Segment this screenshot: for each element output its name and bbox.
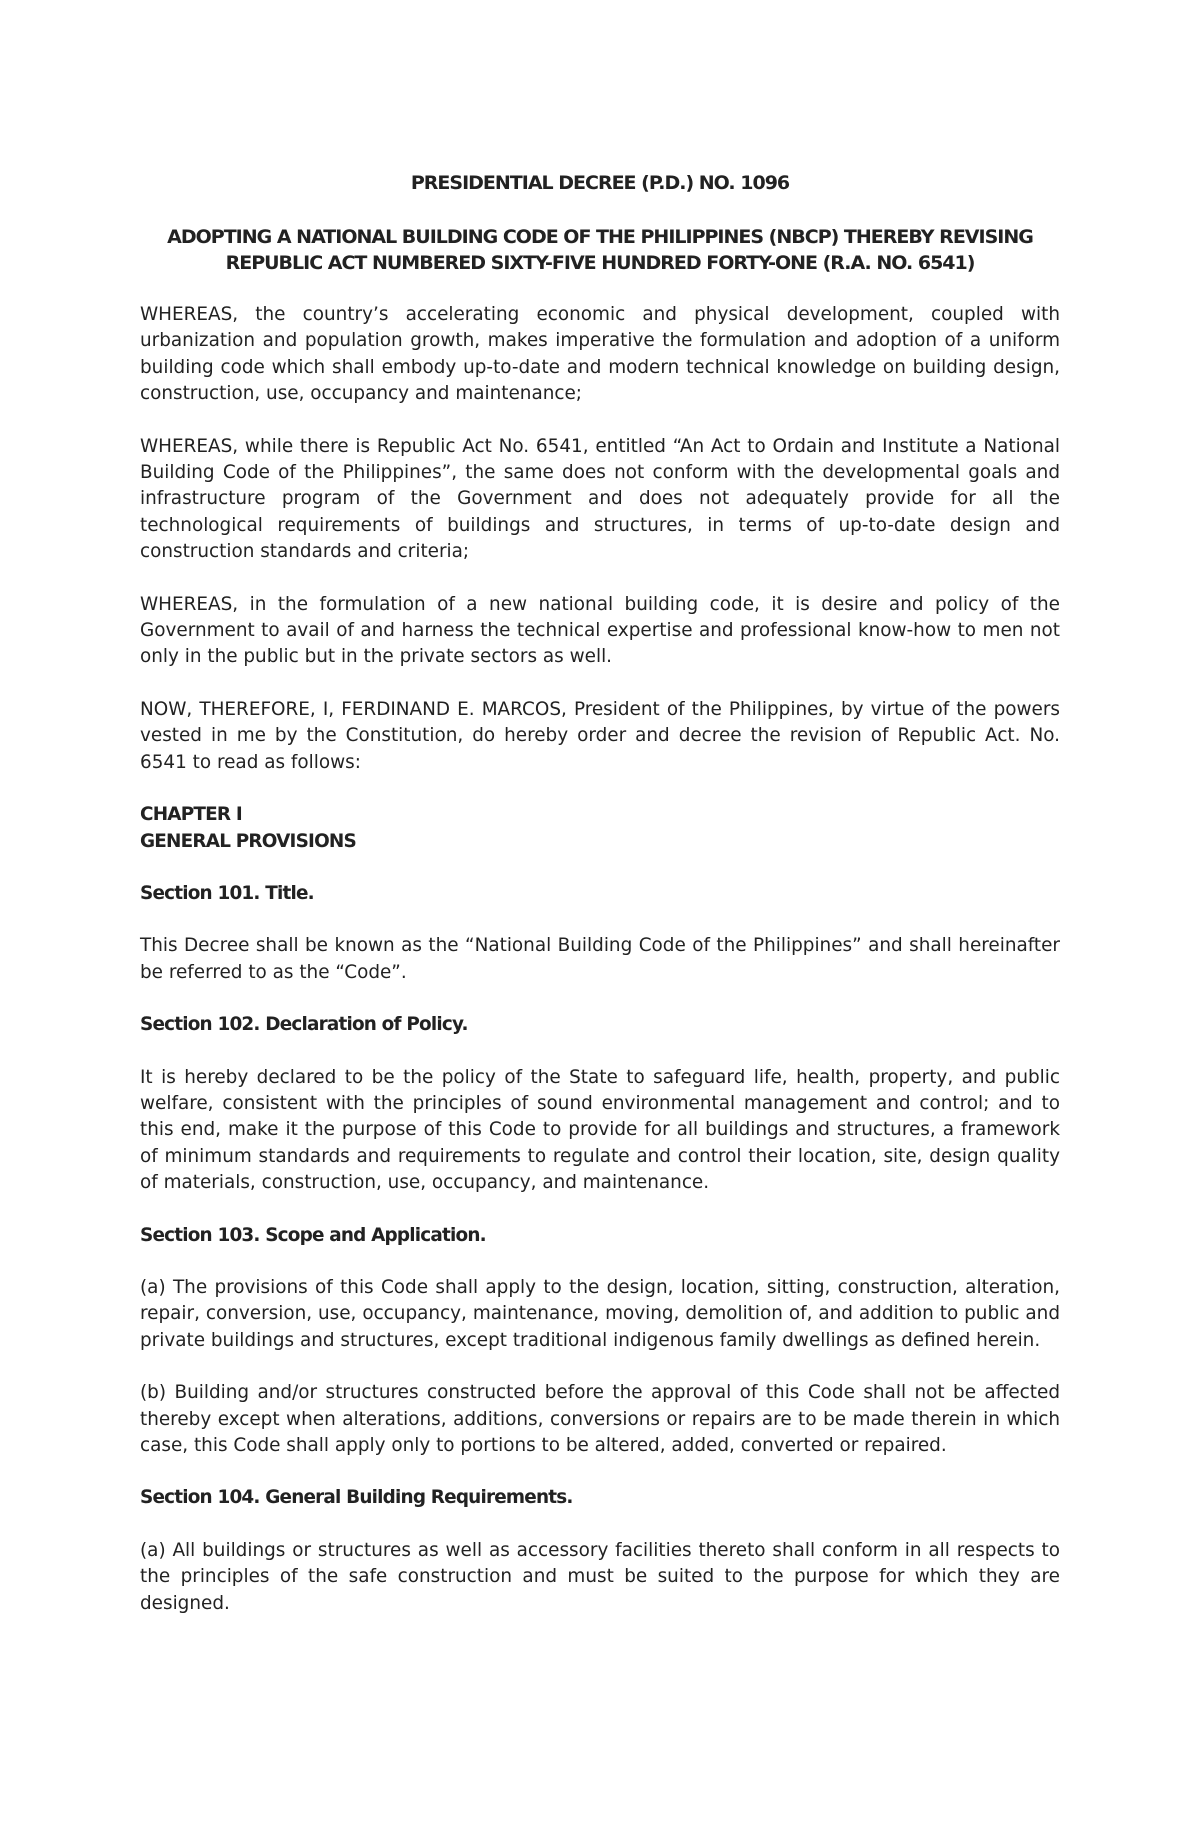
chapter-name: GENERAL PROVISIONS <box>140 830 356 852</box>
whereas-clause-3: WHEREAS, in the formulation of a new national building code, it is desire and policy of the Government to avail of and harness the technical expertise and professional know-how to men not only in the public but in the private sectors as well. <box>140 593 1060 668</box>
subtitle-line-1: ADOPTING A NATIONAL BUILDING CODE OF THE PHILIPPINES (NBCP) THEREBY REVISING <box>167 226 1033 248</box>
section-104-paragraph-a: (a) All buildings or structures as well as accessory facilities thereto shall conform in all respects to the principles of the safe construction and must be suited to the purpose for which they are designed. <box>140 1539 1060 1614</box>
subtitle-line-2: REPUBLIC ACT NUMBERED SIXTY-FIVE HUNDRED FORTY-ONE (R.A. NO. 6541) <box>225 252 975 274</box>
section-102-heading: Section 102. Declaration of Policy. <box>140 1014 468 1036</box>
section-103-paragraph-a: (a) The provisions of this Code shall apply to the design, location, sitting, construction, alteration, repair, conversion, use, occupancy, maintenance, moving, demolition of, and addition to public and private buildings and structures, except traditional indigenous family dwellings as defined herein. <box>140 1276 1060 1351</box>
whereas-clause-1: WHEREAS, the country’s accelerating economic and physical development, coupled with urbanization and population growth, makes imperative the formulation and adoption of a uniform building code which shall embody up-to-date and modern technical knowledge on building design, construction, use, occupancy and maintenance; <box>140 304 1060 405</box>
section-103-heading: Section 103. Scope and Application. <box>140 1224 486 1246</box>
section-104-heading: Section 104. General Building Requirements. <box>140 1487 573 1509</box>
whereas-clause-2: WHEREAS, while there is Republic Act No. 6541, entitled “An Act to Ordain and Institute a National Building Code of the Philippines”, the same does not conform with the developmental goals and infrastructure program of the Government and does not adequately provide for all the technological requirements of buildings and structures, in terms of up-to-date design and construction standards and criteria; <box>140 435 1060 563</box>
section-101-text: This Decree shall be known as the “National Building Code of the Philippines” and shall hereinafter be referred to as the “Code”. <box>140 935 1060 983</box>
document-title: PRESIDENTIAL DECREE (P.D.) NO. 1096 <box>410 172 790 194</box>
chapter-number: CHAPTER I <box>140 804 242 826</box>
document-subtitle <box>140 224 1060 276</box>
section-101-heading: Section 101. Title. <box>140 882 314 904</box>
section-103-paragraph-b: (b) Building and/or structures constructed before the approval of this Code shall not be affected thereby except when alterations, additions, conversions or repairs are to be made therein in which case, this Code shall apply only to portions to be altered, added, converted or repaired. <box>140 1382 1060 1456</box>
chapter-heading <box>140 802 1060 855</box>
section-102-text: It is hereby declared to be the policy of the State to safeguard life, health, property, and public welfare, consistent with the principles of sound environmental management and control; and to this end, make it the purpose of this Code to provide for all buildings and structures, a framework of minimum standards and requirements to regulate and control their location, site, design quality of materials, construction, use, occupancy, and maintenance. <box>140 1066 1060 1194</box>
now-therefore-clause: NOW, THEREFORE, I, FERDINAND E. MARCOS, President of the Philippines, by virtue of the powers vested in me by the Constitution, do hereby order and decree the revision of Republic Act. No. 6541 to read as follows: <box>140 698 1060 773</box>
document-page <box>140 170 1060 1643</box>
